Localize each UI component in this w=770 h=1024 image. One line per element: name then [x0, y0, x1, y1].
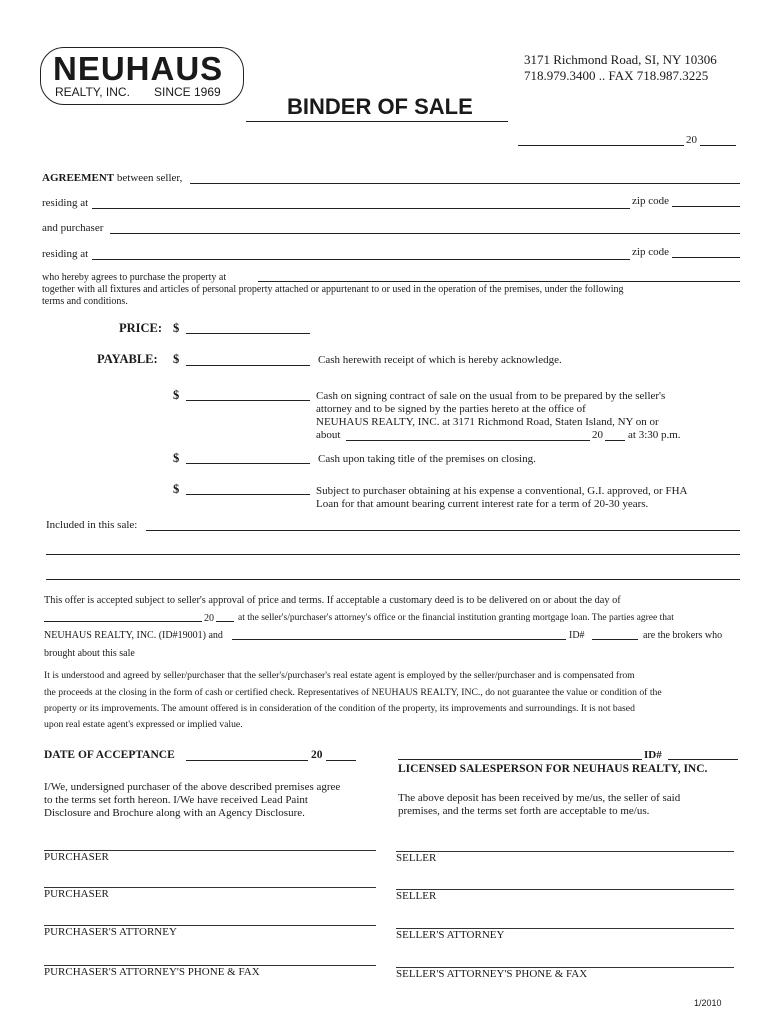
- purchaser-attorney-phone-label: PURCHASER'S ATTORNEY'S PHONE & FAX: [44, 966, 260, 978]
- purchaser-attorney-label: PURCHASER'S ATTORNEY: [44, 926, 177, 938]
- delivery-year-field[interactable]: [216, 621, 234, 622]
- seller-label-1: SELLER: [396, 852, 437, 864]
- seller-zip-field[interactable]: [672, 206, 740, 207]
- offer-line-4: brought about this sale: [44, 648, 135, 659]
- salesperson-id-field[interactable]: [668, 759, 738, 760]
- purchaser-label-1: PURCHASER: [44, 851, 109, 863]
- understood-line-4: upon real estate agent's expressed or implied value.: [44, 719, 243, 730]
- acceptance-year-field[interactable]: [326, 760, 356, 761]
- offer-line-3-start: NEUHAUS REALTY, INC. (ID#19001) and: [44, 630, 223, 641]
- form-version: 1/2010: [694, 998, 722, 1008]
- salesperson-signature-field[interactable]: [398, 759, 642, 760]
- delivery-year-prefix: 20: [204, 613, 214, 624]
- payable-amount-4[interactable]: [186, 494, 310, 495]
- purchaser-zip-label: zip code: [632, 246, 669, 258]
- purchaser-zip-field[interactable]: [672, 257, 740, 258]
- document-title: BINDER OF SALE: [287, 94, 473, 119]
- payable-desc-4-line-1: Subject to purchaser obtaining at his expense a conventional, G.I. approved, or FHA: [316, 485, 688, 497]
- seller-signature-line-2[interactable]: [396, 889, 734, 890]
- signing-year-prefix: 20: [592, 429, 603, 441]
- salesperson-label: LICENSED SALESPERSON FOR NEUHAUS REALTY, INC.: [398, 763, 708, 775]
- purchaser-residing-label: residing at: [42, 248, 89, 260]
- agreement-bold: AGREEMENT: [42, 172, 115, 184]
- seller-residing-label: residing at: [42, 197, 89, 209]
- seller-name-field[interactable]: [190, 183, 740, 184]
- seller-zip-label: zip code: [632, 195, 669, 207]
- seller-attorney-label: SELLER'S ATTORNEY: [396, 929, 505, 941]
- date-year-field[interactable]: [700, 145, 736, 146]
- included-field-2[interactable]: [46, 554, 740, 555]
- date-field[interactable]: [518, 145, 684, 146]
- included-field-3[interactable]: [46, 579, 740, 580]
- address-line-2: 718.979.3400 .. FAX 718.987.3225: [524, 68, 709, 83]
- agreement-rest: between seller,: [116, 172, 183, 184]
- acceptance-date-field[interactable]: [186, 760, 308, 761]
- seller-statement-1: The above deposit has been received by me/us, the seller of said: [398, 792, 681, 804]
- agreement-label: [42, 172, 182, 185]
- included-field-1[interactable]: [146, 530, 740, 531]
- purchaser-address-field[interactable]: [92, 259, 630, 260]
- signing-year-field[interactable]: [605, 440, 625, 441]
- company-logo: [40, 47, 244, 105]
- logo-subtitle: REALTY, INC.: [55, 85, 130, 99]
- acceptance-year-prefix: 20: [311, 749, 323, 761]
- offer-line-2: at the seller's/purchaser's attorney's office or the financial institution granting mortgage loan. The parties agree that: [238, 613, 674, 623]
- purchaser-name-field[interactable]: [110, 233, 740, 234]
- purchaser-statement-1: I/We, undersigned purchaser of the above described premises agree: [44, 781, 341, 793]
- purchaser-label: and purchaser: [42, 222, 104, 234]
- payable-amount-1[interactable]: [186, 365, 310, 366]
- co-broker-id-label: ID#: [569, 630, 585, 641]
- included-label: Included in this sale:: [46, 519, 138, 531]
- understood-line-3: property or its improvements. The amount offered is in consideration of the condition of the property, its improvements and surroundings. It is not based: [44, 703, 635, 714]
- signing-date-field[interactable]: [346, 440, 590, 441]
- title-underline: [246, 121, 508, 122]
- payable-dollar-4: $: [173, 482, 180, 496]
- understood-line-1: It is understood and agreed by seller/purchaser that the seller's/purchaser's real estate agent is employed by the seller/purchaser and is compensated from: [44, 670, 635, 681]
- payable-about-label: about: [316, 429, 341, 441]
- logo-since: SINCE 1969: [154, 85, 221, 99]
- fixtures-line-2: terms and conditions.: [42, 296, 128, 307]
- seller-address-field[interactable]: [92, 208, 630, 209]
- delivery-date-field[interactable]: [44, 621, 202, 622]
- logo-name: NEUHAUS: [53, 50, 224, 87]
- payable-desc-2-line-3: NEUHAUS REALTY, INC. at 3171 Richmond Road, Staten Island, NY on or: [316, 416, 659, 428]
- payable-amount-2[interactable]: [186, 400, 310, 401]
- offer-line-1: This offer is accepted subject to seller's approval of price and terms. If acceptable a customary deed is to be delivered on or about the day of: [44, 595, 621, 606]
- seller-signature-line-1[interactable]: [396, 851, 734, 852]
- payable-dollar-3: $: [173, 451, 180, 465]
- fixtures-line-1: together with all fixtures and articles of personal property attached or appurtenant to or used in the operation of the premises, under the following: [42, 284, 624, 295]
- address-line-1: 3171 Richmond Road, SI, NY 10306: [524, 52, 717, 67]
- purchaser-label-2: PURCHASER: [44, 888, 109, 900]
- understood-line-2: the proceeds at the closing in the form of cash or certified check. Representatives of NEUHAUS REALTY, INC., do not guarantee the value or condition of the: [44, 687, 662, 698]
- acceptance-date-label: DATE OF ACCEPTANCE: [44, 749, 175, 761]
- salesperson-id-label: ID#: [644, 749, 662, 761]
- payable-dollar-2: $: [173, 388, 180, 402]
- seller-label-2: SELLER: [396, 890, 437, 902]
- offer-line-3-end: are the brokers who: [643, 630, 723, 641]
- purchaser-statement-3: Disclosure and Brochure along with an Agency Disclosure.: [44, 807, 305, 819]
- co-broker-id-field[interactable]: [592, 639, 638, 640]
- signing-time: at 3:30 p.m.: [628, 429, 681, 441]
- payable-desc-4-line-2: Loan for that amount bearing current interest rate for a term of 20-30 years.: [316, 498, 649, 510]
- property-label: who hereby agrees to purchase the property at: [42, 272, 227, 283]
- price-field[interactable]: [186, 333, 310, 334]
- payable-dollar-1: $: [173, 352, 180, 366]
- payable-desc-2-line-2: attorney and to be signed by the parties hereto at the office of: [316, 403, 586, 415]
- payable-desc-1: Cash herewith receipt of which is hereby acknowledge.: [318, 354, 562, 366]
- payable-desc-3: Cash upon taking title of the premises on closing.: [318, 453, 536, 465]
- date-year-prefix: 20: [686, 134, 697, 146]
- price-dollar: $: [173, 321, 180, 335]
- seller-attorney-phone-label: SELLER'S ATTORNEY'S PHONE & FAX: [396, 968, 588, 980]
- property-address-field[interactable]: [258, 281, 740, 282]
- co-broker-field[interactable]: [232, 639, 566, 640]
- payable-amount-3[interactable]: [186, 463, 310, 464]
- payable-desc-2-line-1: Cash on signing contract of sale on the usual from to be prepared by the seller's: [316, 390, 666, 402]
- payable-label: PAYABLE:: [97, 352, 158, 366]
- price-label: PRICE:: [119, 321, 163, 335]
- purchaser-statement-2: to the terms set forth hereon. I/We have received Lead Paint: [44, 794, 308, 806]
- seller-statement-2: premises, and the terms set forth are acceptable to me/us.: [398, 805, 650, 817]
